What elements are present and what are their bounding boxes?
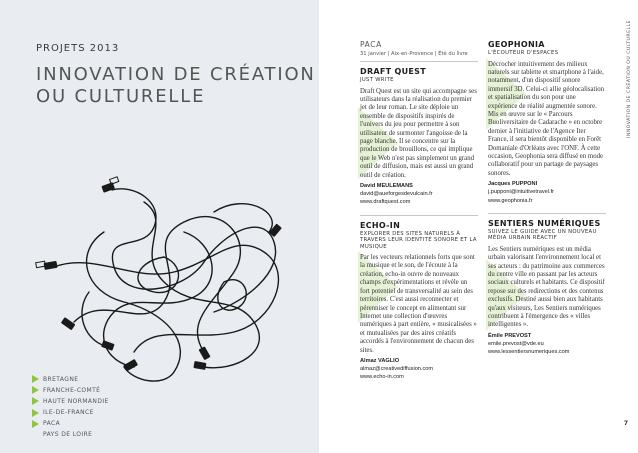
region-label: BRETAGNE: [43, 375, 79, 383]
project-title: ECHO-IN: [360, 220, 401, 230]
region-label: PACA: [43, 420, 61, 428]
contact-name: Jacques PUPPONI: [488, 181, 538, 188]
contact-email-link[interactable]: almaz@creativediffusion.com: [360, 366, 434, 373]
project-description: Par les vecteurs relationnels forts que sont la musique et le son, de l'écoute à la création, echo-in ouvre de nouveaux champs d'expérimentations et révèle un fort potentiel de transversalité au sein des territoires. C'est aussi reconnecter et pérenniser le concept en alimentant sur Internet une collection d'œuvres numériques à part entière, « musicalisées » et mutualisées par des aires créatifs accordés à l'environnement de chacun des sites.: [360, 254, 477, 354]
contact-name: Almaz VAGLIO: [360, 357, 400, 364]
project-title: DRAFT QUEST: [360, 67, 426, 76]
region-item-bretagne[interactable]: [32, 374, 109, 384]
divider: [488, 213, 606, 214]
contact-name: Émile PREVOST: [488, 332, 532, 339]
column-right: [488, 40, 606, 356]
project-subtitle: SUIVEZ LE GUIDE AVEC UN NOUVEAU MÉDIA URBAIN RÉACTIF: [488, 228, 597, 242]
project-subtitle: EXPLORER DES SITES NATURELS À TRAVERS LEUR IDENTITÉ SONORE ET LA MUSIQUE: [360, 230, 477, 250]
region-item-pays-de-loire[interactable]: [32, 430, 109, 440]
region-list: [32, 374, 109, 441]
section-kicker: PROJETS 2013: [36, 43, 120, 54]
region-heading: PACA: [360, 40, 382, 49]
contact-email-link[interactable]: j.pupponi@intuitivetravel.fr: [488, 189, 554, 196]
contact-block: [360, 357, 478, 382]
project-subtitle: L'ÉCOUTEUR D'ESPACES: [488, 50, 559, 56]
project-description: Les Sentiers numériques est un média urbain valorisant l'environnement local et ses acteurs : du patrimoine aux commerces du centre ville en passant par les acteurs sociaux culturels et habitants. Ce dispositif repose sur des redirections et des contenus exclusifs. Destiné aussi bien aux habitants qu'aux visiteurs, Les Sentiers numériques contribuent à l'émergence des « villes intelligentes ».: [488, 245, 605, 329]
contact-block: [360, 182, 478, 207]
project-title: SENTIERS NUMÉRIQUES: [488, 218, 601, 228]
contact-website-link[interactable]: www.lessentiersnumeriques.com: [488, 349, 570, 356]
vertical-section-label: INNOVATION DE CRÉATION OU CULTURELLE: [627, 20, 632, 138]
triangle-marker-icon: [32, 386, 39, 394]
event-info: 31 janvier | Aix-en-Provence | Été du livre: [360, 51, 468, 57]
triangle-marker-icon: [32, 420, 39, 428]
region-item-paca[interactable]: [32, 419, 109, 429]
divider: [360, 61, 478, 62]
usb-cables-illustration: [14, 172, 314, 392]
contact-email-link[interactable]: emile.prevost@vde.eu: [488, 341, 544, 348]
project-description: Décrocher intuitivement des milieux naturels sur tablette et smartphone à l'aide, notamment, d'un dispositif sonore immersif 3D. Celui-ci allie géolocalisation et spatialisation du son pour une expérience de réalité augmentée sonore. Mis en œuvre sur le « Parcours Buoliversitaire de Cadarache » en octobre dernier à l'initiative de l'Agence Iter France, il sera bientôt disponible en Forêt Domaniale d'Orléans avec l'ONF. À cette occasion, Geophonia sera diffusé en mode collaboratif pour un partage de paysages sonores.: [488, 60, 605, 177]
triangle-marker-icon: [32, 375, 39, 383]
divider: [360, 215, 478, 216]
page-title-line-1: INNOVATION DE CRÉATION: [36, 64, 316, 85]
region-label: ILE-DE-FRANCE: [43, 409, 94, 417]
region-item-haute-normandie[interactable]: [32, 396, 109, 406]
contact-website-link[interactable]: www.geophonia.fr: [488, 197, 533, 204]
project-sentiers-numeriques: [488, 219, 606, 357]
triangle-marker-icon: [32, 397, 39, 405]
triangle-marker-icon: [32, 431, 39, 439]
contact-website-link[interactable]: www.echo-in.com: [360, 374, 404, 381]
contact-website-link[interactable]: www.draftquest.com: [360, 199, 411, 206]
contact-email-link[interactable]: david@aueforgesdevulcain.fr: [360, 191, 433, 198]
project-geophonia: [488, 40, 606, 205]
page-title-line-2: OU CULTURELLE: [36, 86, 206, 107]
contact-block: [488, 180, 606, 205]
contact-block: [488, 332, 606, 357]
page-number: 7: [623, 420, 628, 427]
project-description: Draft Quest est un site qui accompagne ses utilisateurs dans la réalisation du premier jet de leur roman. Le site déploie un ensemble de dispositifs inspirés de l'univers du jeu pour permettre à son utilisateur de surmonter l'angoisse de la page blanche. Il se concentre sur la production de brouillons, ce qui implique que le Web n'est pas simplement un grand outil de diffusion, mais est aussi un grand outil de création.: [360, 87, 477, 179]
region-label: HAUTE NORMANDIE: [43, 397, 109, 405]
column-paca: [360, 40, 478, 382]
project-draft-quest: [360, 67, 478, 207]
page-title: [36, 64, 316, 108]
project-echo-in: [360, 221, 478, 382]
region-item-ile-de-france[interactable]: [32, 408, 109, 418]
region-label: PAYS DE LOIRE: [43, 431, 93, 439]
project-subtitle: JUST WRITE: [360, 77, 394, 83]
contact-name: David MEULEMANS: [360, 182, 413, 189]
region-item-franche-comte[interactable]: [32, 385, 109, 395]
project-title: GEOPHONIA: [488, 40, 545, 49]
region-label: FRANCHE-COMTÉ: [43, 386, 101, 394]
triangle-marker-icon: [32, 409, 39, 417]
